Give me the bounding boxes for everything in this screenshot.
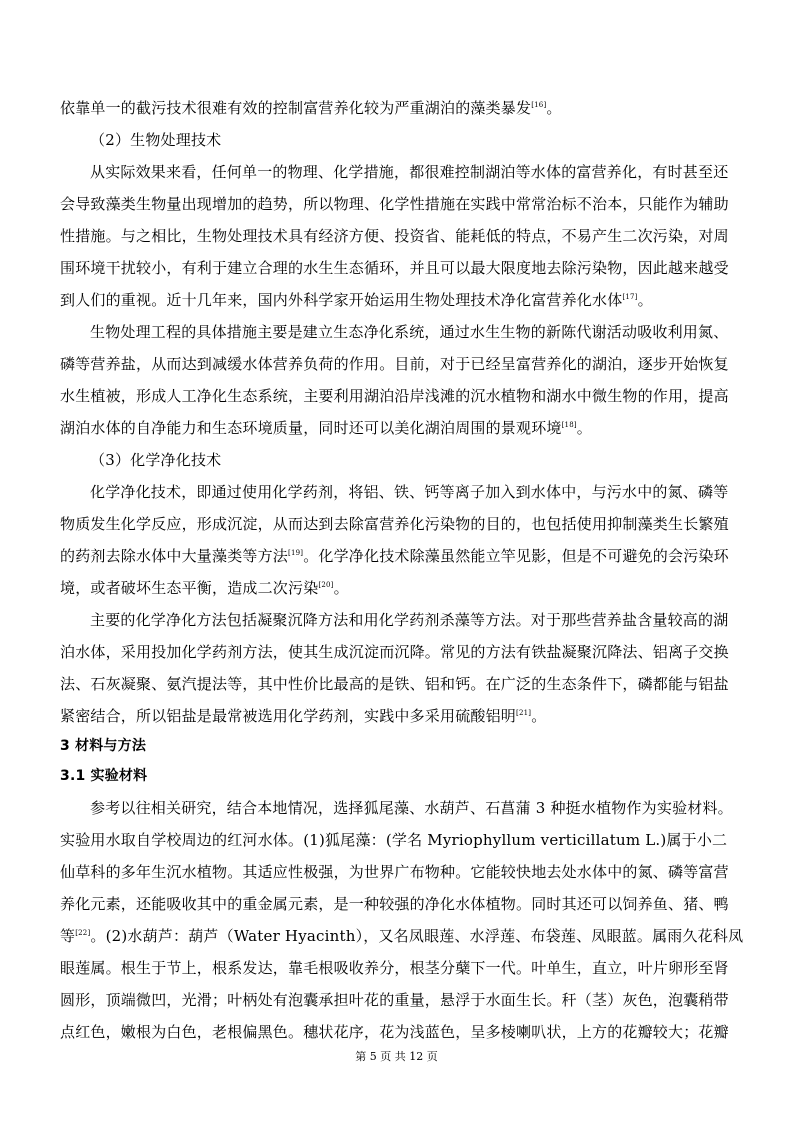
text-line: 境，或者破坏生态平衡，造成二次污染[20]。 (60, 579, 349, 597)
text-line: 水生植被，形成人工净化生态系统，主要利用湖泊沿岸浅滩的沉水植物和湖水中微生物的作用，提高 (60, 387, 729, 405)
citation: [19] (288, 549, 304, 557)
text-line: 性措施。与之相比，生物处理技术具有经济方便、投资省、能耗低的特点，不易产生二次污染，对周 (60, 227, 729, 245)
text-line: 湖泊水体的自净能力和生态环境质量，同时还可以美化湖泊周围的景观环境[18]。 (60, 419, 592, 437)
text-line: 点红色，嫩根为白色，老根偏黑色。穗状花序，花为浅蓝色，呈多棱喇叭状，上方的花瓣较大；花瓣 (60, 1023, 729, 1041)
text-line: 生物处理工程的具体措施主要是建立生态净化系统，通过水生生物的新陈代谢活动吸收利用氮、 (90, 323, 729, 341)
section-heading: 3 材料与方法 (60, 738, 147, 754)
citation: [17] (622, 293, 638, 301)
citation: [20] (318, 581, 334, 589)
text-line: 围环境干扰较小，有利于建立合理的水生生态循环，并且可以最大限度地去除污染物，因此越来越受 (60, 259, 729, 277)
text-line: 等[22]。(2)水葫芦：葫芦（Water Hyacinth），又名凤眼莲、水浮莲、布袋莲、凤眼蓝。属雨久花科凤 (60, 927, 744, 945)
page-footer: 第 5 页 共 12 页 (355, 1050, 438, 1063)
citation: [16] (531, 101, 547, 109)
text-line: 眼莲属。根生于节上，根系发达，靠毛根吸收养分，根茎分蘖下一代。叶单生，直立，叶片卵形至肾 (60, 959, 729, 977)
text-line: 圆形，顶端微凹，光滑；叶柄处有泡囊承担叶花的重量，悬浮于水面生长。秆（茎）灰色，泡囊稍带 (60, 991, 729, 1009)
citation: [22] (75, 929, 91, 937)
text-line: 从实际效果来看，任何单一的物理、化学措施，都很难控制湖泊等水体的富营养化，有时甚至还 (90, 163, 729, 181)
text-line: 参考以往相关研究，结合本地情况，选择狐尾藻、水葫芦、石菖蒲 3 种挺水植物作为实验材料。 (90, 799, 733, 817)
text-line: 依靠单一的截污技术很难有效的控制富营养化较为严重湖泊的藻类暴发[16]。 (60, 99, 562, 117)
text-line: 物质发生化学反应，形成沉淀，从而达到去除富营养化污染物的目的，也包括使用抑制藻类生长繁殖 (60, 515, 729, 533)
text-line: 的药剂去除水体中大量藻类等方法[19]。化学净化技术除藻虽然能立竿见影，但是不可避免的会污染环 (60, 547, 729, 565)
subsection-heading: （3）化学净化技术 (90, 451, 222, 469)
subsection-heading: （2）生物处理技术 (90, 131, 222, 149)
text-line: 到人们的重视。近十几年来，国内外科学家开始运用生物处理技术净化富营养化水体[17]。 (60, 291, 653, 309)
text-line: 会导致藻类生物量出现增加的趋势，所以物理、化学性措施在实践中常常治标不治本，只能作为辅助 (60, 195, 729, 213)
text-line: 磷等营养盐，从而达到减缓水体营养负荷的作用。目前，对于已经呈富营养化的湖泊，逐步开始恢复 (60, 355, 729, 373)
text-line: 紧密结合，所以铝盐是最常被选用化学药剂，实践中多采用硫酸铝明[21]。 (60, 707, 547, 725)
text-line: 养化元素，还能吸收其中的重金属元素，是一种较强的净化水体植物。同时其还可以饲养鱼、猪、鸭 (60, 895, 729, 913)
text-line: 实验用水取自学校周边的红河水体。(1)狐尾藻：(学名 Myriophyllum verticillatum L.)属于小二 (60, 831, 728, 849)
text-line: 主要的化学净化方法包括凝聚沉降方法和用化学药剂杀藻等方法。对于那些营养盐含量较高的湖 (90, 611, 729, 629)
citation: [21] (516, 709, 532, 717)
text-line: 泊水体，采用投加化学药剂方法，使其生成沉淀而沉降。常见的方法有铁盐凝聚沉降法、铝离子交换 (60, 643, 729, 661)
text-line: 法、石灰凝聚、氨汽提法等，其中性价比最高的是铁、铝和钙。在广泛的生态条件下，磷都能与铝盐 (60, 675, 729, 693)
text-line: 化学净化技术，即通过使用化学药剂，将铝、铁、钙等离子加入到水体中，与污水中的氮、磷等 (90, 483, 729, 501)
subsection-heading: 3.1 实验材料 (60, 768, 148, 784)
citation: [18] (561, 421, 577, 429)
text-line: 仙草科的多年生沉水植物。其适应性极强，为世界广布物种。它能较快地去处水体中的氮、磷等富营 (60, 863, 729, 881)
